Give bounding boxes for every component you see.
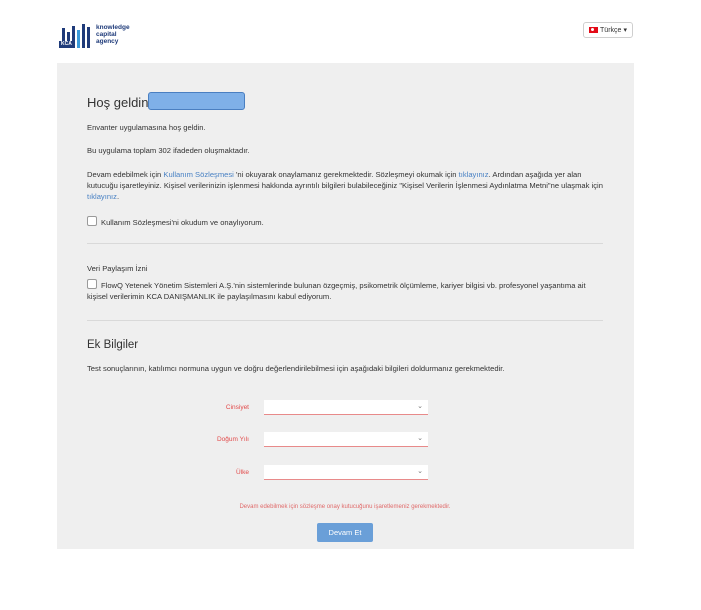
divider: [87, 243, 603, 244]
extra-info-title: Ek Bilgiler: [87, 339, 139, 351]
country-row: [87, 465, 603, 480]
logo-line-1: knowledge: [96, 24, 130, 31]
country-label: Ülke: [235, 469, 249, 476]
agreement-checkbox[interactable]: [87, 216, 97, 226]
chevron-down-icon: ⌄: [417, 468, 423, 475]
count-text: Bu uygulama toplam 302 ifadeden oluşmaktadır.: [87, 146, 250, 155]
gender-row: [87, 400, 603, 415]
country-select[interactable]: [264, 465, 428, 480]
continue-button[interactable]: Devam Et: [317, 523, 373, 542]
agreement-link[interactable]: Kullanım Sözleşmesi: [163, 170, 234, 179]
chevron-down-icon: ⌄: [417, 435, 423, 442]
data-sharing-checkbox-label: FlowQ Yetenek Yönetim Sistemleri A.Ş.'nin sistemlerinde bulunan özgeçmiş, psikometrik ölçümleme, kariyer bilgisi vb. profesyonel yaşantıma ait kişisel verilerimin KCA DANIŞMANLIK ile paylaşılmasını kabul ediyorum.: [87, 281, 586, 301]
gender-select[interactable]: [264, 400, 428, 415]
data-sharing-title: Veri Paylaşım İzni: [87, 264, 148, 273]
logo-abbr: KCA: [61, 41, 72, 47]
extra-info-description: Test sonuçlarının, katılımcı normuna uygun ve doğru değerlendirilebilmesi için aşağıdaki bilgileri doldurmanız gerekmektedir.: [87, 364, 505, 373]
click-here-link-1[interactable]: tıklayınız: [458, 170, 489, 179]
turkey-flag-icon: [589, 27, 598, 33]
data-sharing-checkbox[interactable]: [87, 279, 97, 289]
birth-year-label: Doğum Yılı: [216, 436, 249, 443]
divider: [87, 320, 603, 321]
birth-year-row: [87, 432, 603, 447]
username-redacted: [148, 92, 245, 110]
agreement-checkbox-row: [87, 216, 603, 228]
chevron-down-icon: ⌄: [417, 403, 423, 410]
language-dropdown[interactable]: [583, 22, 633, 38]
kca-logo: [59, 24, 130, 48]
logo-line-3: agency: [96, 38, 119, 45]
main-card: [57, 63, 634, 549]
gender-label: Cinsiyet: [225, 404, 249, 411]
language-label: Türkçe: [600, 26, 622, 34]
logo-line-2: capital: [96, 31, 117, 38]
logo-mark-icon: [59, 24, 92, 48]
data-sharing-checkbox-row: [87, 279, 603, 302]
click-here-link-2[interactable]: tıklayınız: [87, 192, 117, 201]
intro-text: Envanter uygulamasına hoş geldin.: [87, 123, 206, 132]
chevron-down-icon: ▾: [623, 27, 627, 34]
logo-text: [96, 24, 130, 45]
agreement-checkbox-label: Kullanım Sözleşmesi'ni okudum ve onaylıyorum.: [101, 218, 264, 227]
welcome-title: Hoş geldin: [87, 95, 149, 110]
birth-year-select[interactable]: [264, 432, 428, 447]
agreement-paragraph: Devam edebilmek için Kullanım Sözleşmesi 'ni okuyarak onaylamanız gerekmektedir. Sözleşmeyi okumak için tıklayınız. Ardından aşağıda yer alan kutucuğu işaretleyiniz. Kişisel verilerinizin işlenmesi hakkında ayrıntılı bilgileri bulabileceğiniz "Kişisel Verilerin İşlenmesi Aydınlatma Metni"ne ulaşmak için tıklayınız.: [87, 170, 603, 201]
validation-warning: Devam edebilmek için sözleşme onay kutucuğunu işaretlemeniz gerekmektedir.: [239, 504, 451, 510]
